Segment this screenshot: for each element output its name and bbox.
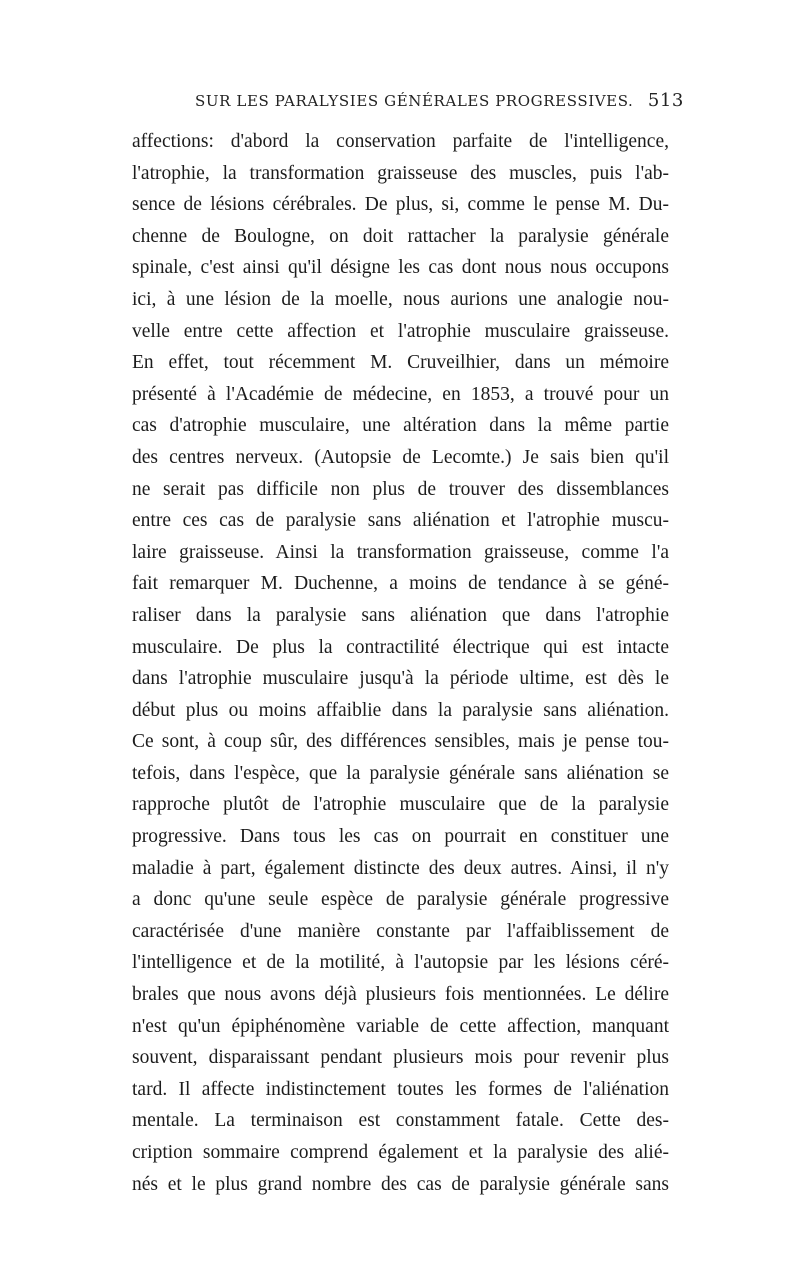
text-line: ici, à une lésion de la moelle, nous aurions une analogie nou- <box>132 288 669 310</box>
running-title: SUR LES PARALYSIES GÉNÉRALES PROGRESSIVES. <box>195 92 634 110</box>
text-line: cas d'atrophie musculaire, une altération dans la même partie <box>132 415 669 437</box>
text-line: n'est qu'un épiphénomène variable de cette affection, manquant <box>132 1015 669 1037</box>
text-line: entre ces cas de paralysie sans aliénation et l'atrophie muscu- <box>132 510 669 532</box>
text-line: En effet, tout récemment M. Cruveilhier, dans un mémoire <box>132 352 669 374</box>
text-line: maladie à part, également distincte des deux autres. Ainsi, il n'y <box>132 857 669 879</box>
text-line: sence de lésions cérébrales. De plus, si, comme le pense M. Du- <box>132 194 669 216</box>
text-line: affections: d'abord la conservation parfaite de l'intelligence, <box>132 131 669 152</box>
text-line: l'atrophie, la transformation graisseuse des muscles, puis l'ab- <box>132 162 669 184</box>
text-line: présenté à l'Académie de médecine, en 1853, a trouvé pour un <box>132 383 669 405</box>
text-line: Ce sont, à coup sûr, des différences sensibles, mais je pense tou- <box>132 731 669 753</box>
body-paragraph <box>132 126 669 1200</box>
text-line: fait remarquer M. Duchenne, a moins de tendance à se géné- <box>132 573 669 595</box>
text-line: spinale, c'est ainsi qu'il désigne les cas dont nous nous occupons <box>132 257 669 279</box>
text-line: chenne de Boulogne, on doit rattacher la paralysie générale <box>132 225 669 247</box>
text-line: dans l'atrophie musculaire jusqu'à la période ultime, est dès le <box>132 668 669 690</box>
text-line: tefois, dans l'espèce, que la paralysie générale sans aliénation se <box>132 762 669 784</box>
text-line: musculaire. De plus la contractilité électrique qui est intacte <box>132 636 669 658</box>
text-line: nés et le plus grand nombre des cas de paralysie générale sans <box>132 1173 669 1195</box>
text-line: laire graisseuse. Ainsi la transformation graisseuse, comme l'a <box>132 541 669 563</box>
text-line: l'intelligence et de la motilité, à l'autopsie par les lésions céré- <box>132 952 669 974</box>
text-line: caractérisée d'une manière constante par l'affaiblissement de <box>132 920 669 942</box>
text-line: souvent, disparaissant pendant plusieurs mois pour revenir plus <box>132 1047 669 1069</box>
running-head <box>160 92 684 116</box>
text-line: progressive. Dans tous les cas on pourrait en constituer une <box>132 826 669 848</box>
text-line: des centres nerveux. (Autopsie de Lecomte.) Je sais bien qu'il <box>132 446 669 468</box>
text-line: cription sommaire comprend également et la paralysie des alié- <box>132 1142 669 1163</box>
text-line: tard. Il affecte indistinctement toutes les formes de l'aliénation <box>132 1078 669 1100</box>
text-line: ne serait pas difficile non plus de trouver des dissemblances <box>132 478 669 500</box>
text-line: brales que nous avons déjà plusieurs fois mentionnées. Le délire <box>132 984 669 1006</box>
text-line: velle entre cette affection et l'atrophie musculaire graisseuse. <box>132 320 669 342</box>
text-line: début plus ou moins affaiblie dans la paralysie sans aliénation. <box>132 699 669 721</box>
page-number: 513 <box>647 90 684 111</box>
text-line: mentale. La terminaison est constamment fatale. Cette des- <box>132 1110 669 1132</box>
text-line: raliser dans la paralysie sans aliénation que dans l'atrophie <box>132 604 669 626</box>
text-line: rapproche plutôt de l'atrophie musculaire que de la paralysie <box>132 794 669 816</box>
text-line: a donc qu'une seule espèce de paralysie générale progressive <box>132 889 669 911</box>
